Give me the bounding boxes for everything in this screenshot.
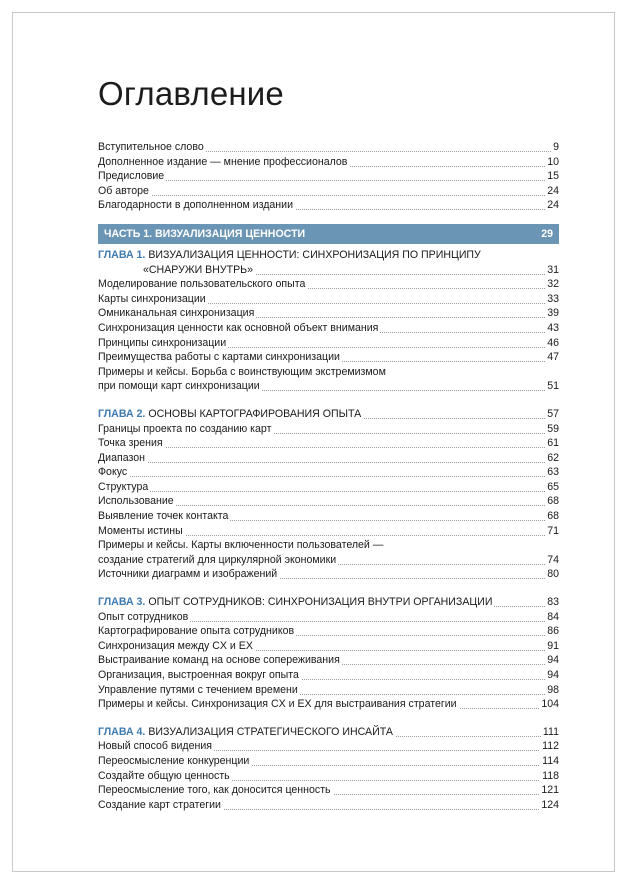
toc-entry[interactable]: Опыт сотрудников 84 — [98, 610, 559, 623]
toc-entry[interactable]: Картографирование опыта сотрудников 86 — [98, 625, 559, 638]
toc-entry[interactable]: Выстраивание команд на основе сопереживания 94 — [98, 654, 559, 667]
toc-entry[interactable]: Границы проекта по созданию карт 59 — [98, 422, 559, 435]
toc-entry[interactable]: Источники диаграмм и изображений 80 — [98, 568, 559, 581]
toc-entry-cases[interactable]: Примеры и кейсы. Карты включенности пользователей — — [98, 539, 384, 552]
chapter-3-heading[interactable]: ГЛАВА 3. ОПЫТ СОТРУДНИКОВ: СИНХРОНИЗАЦИЯ ВНУТРИ ОРГАНИЗАЦИИ 83 — [98, 596, 559, 609]
toc-entry[interactable]: Омниканальная синхронизация 39 — [98, 307, 559, 320]
toc-entry-cases-cont[interactable]: создание стратегий для циркулярной экономики 74 — [98, 553, 559, 566]
toc-entry[interactable]: Карты синхронизации 33 — [98, 292, 559, 305]
toc-entry[interactable]: Создание карт стратегии 124 — [98, 798, 559, 811]
toc-entry[interactable]: Структура 65 — [98, 480, 559, 493]
toc-entry[interactable]: Диапазон 62 — [98, 451, 559, 464]
chapter-4-heading[interactable]: ГЛАВА 4. ВИЗУАЛИЗАЦИЯ СТРАТЕГИЧЕСКОГО ИНСАЙТА 111 — [98, 725, 559, 738]
part-1-banner[interactable]: ЧАСТЬ 1. ВИЗУАЛИЗАЦИЯ ЦЕННОСТИ 29 — [98, 224, 559, 244]
chapter-1-heading-cont[interactable]: «СНАРУЖИ ВНУТРЬ» 31 — [98, 263, 559, 278]
toc-entry[interactable]: Создайте общую ценность 118 — [98, 769, 559, 782]
toc-entry-cases[interactable]: Примеры и кейсы. Борьба с воинствующим экстремизмом — [98, 365, 386, 378]
chapter-2-heading[interactable]: ГЛАВА 2. ОСНОВЫ КАРТОГРАФИРОВАНИЯ ОПЫТА 57 — [98, 407, 559, 420]
toc-entry[interactable]: Организация, выстроенная вокруг опыта 94 — [98, 669, 559, 681]
toc-entry[interactable]: Принципы синхронизации 46 — [98, 336, 559, 349]
toc-entry[interactable]: Моделирование пользовательского опыта 32 — [98, 278, 559, 291]
toc-entry[interactable]: Использование 68 — [98, 495, 559, 508]
toc-entry[interactable]: Точка зрения 61 — [98, 437, 559, 450]
toc-entry[interactable]: Примеры и кейсы. Синхронизация CX и EX для выстраивания стратегии 104 — [98, 698, 559, 711]
toc-entry-preface[interactable]: Предисловие 15 — [98, 170, 559, 183]
toc-entry-about-author[interactable]: Об авторе 24 — [98, 184, 559, 197]
toc-entry-acknowledgements[interactable]: Благодарности в дополненном издании 24 — [98, 199, 559, 212]
page-title: Оглавление — [98, 75, 284, 112]
toc-entry[interactable]: Преимущества работы с картами синхронизации 47 — [98, 351, 559, 364]
toc-entry[interactable]: Синхронизация ценности как основной объект внимания 43 — [98, 321, 559, 334]
toc-entry[interactable]: Моменты истины 71 — [98, 524, 559, 537]
book-page — [12, 12, 615, 872]
toc-entry-cases-cont[interactable]: при помощи карт синхронизации 51 — [98, 380, 559, 393]
toc-entry[interactable]: Фокус 63 — [98, 466, 559, 479]
toc-entry[interactable]: Переосмысление конкуренции 114 — [98, 754, 559, 767]
toc-entry[interactable]: Переосмысление того, как доносится ценность 121 — [98, 784, 559, 797]
toc-entry[interactable]: Синхронизация между CX и EX 91 — [98, 639, 559, 652]
toc-entry[interactable]: Управление путями с течением времени 98 — [98, 683, 559, 696]
toc-entry[interactable]: Новый способ видения 112 — [98, 740, 559, 753]
chapter-1-heading[interactable]: ГЛАВА 1. ВИЗУАЛИЗАЦИЯ ЦЕННОСТИ: СИНХРОНИЗАЦИЯ ПО ПРИНЦИПУ — [98, 248, 481, 261]
toc-entry-foreword[interactable]: Вступительное слово 9 — [98, 141, 559, 153]
toc-entry-expanded-edition[interactable]: Дополненное издание — мнение профессионалов 10 — [98, 155, 559, 168]
table-of-contents — [98, 140, 559, 812]
toc-entry[interactable]: Выявление точек контакта 68 — [98, 510, 559, 523]
